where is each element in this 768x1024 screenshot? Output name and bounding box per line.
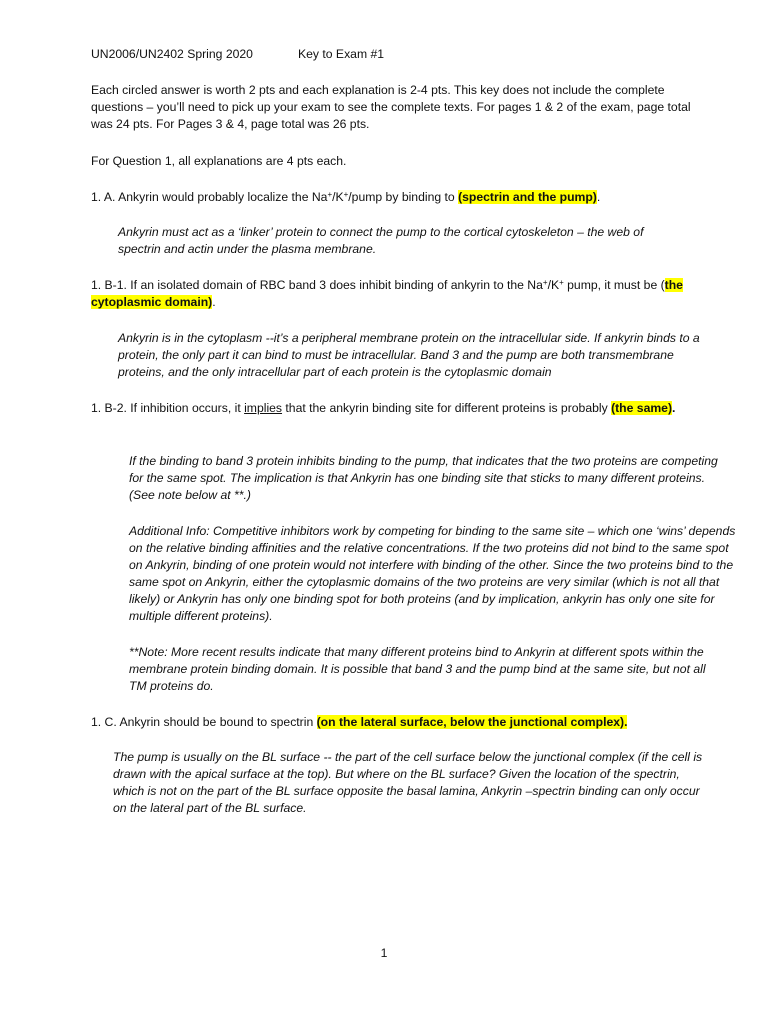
document-header (91, 46, 384, 63)
question-1a-answer: (spectrin and the pump) (458, 190, 597, 204)
question-1b2 (91, 400, 711, 417)
question-1b2-explanation: If the binding to band 3 protein inhibits binding to the pump, that indicates that the two proteins are competing for the same spot. The implication is that Ankyrin has one binding site that sticks to many different proteins. (See note below at **.) (129, 454, 718, 502)
question-1a-text-after: /pump by binding to (348, 190, 459, 204)
question-1b1-explanation: Ankyrin is in the cytoplasm --it’s a peripheral membrane protein on the intracellular side. If ankyrin binds to a protein, the only part it can bind to must be intracellular. Band 3 and the pump are both transmembrane proteins, and the only intracellular part of each protein is the cytoplasmic domain (118, 331, 700, 379)
question-1b2-underlined: implies (244, 401, 283, 415)
question-1b1 (91, 277, 711, 311)
question-1-note: For Question 1, all explanations are 4 pts each. (91, 154, 347, 168)
question-1a-text-mid: /K (332, 190, 344, 204)
question-1b2-footnote: **Note: More recent results indicate that many different proteins bind to Ankyrin at different spots within the membrane protein binding domain. It is possible that band 3 and the pump bind at the same site, but not all TM proteins do. (129, 645, 706, 693)
question-1c-text: 1. C. Ankyrin should be bound to spectrin (91, 715, 317, 729)
document-title: Key to Exam #1 (298, 47, 385, 61)
superscript-plus: + (327, 190, 333, 199)
superscript-plus: + (343, 190, 349, 199)
intro-paragraph: Each circled answer is worth 2 pts and each explanation is 2-4 pts. This key does not include the complete questions – you’ll need to pick up your exam to see the complete texts. For pages 1 & 2 of the exam, page total was 24 pts. For Pages 3 & 4, page total was 26 pts. (91, 83, 691, 131)
question-1c-answer: (on the lateral surface, below the junctional complex). (316, 715, 628, 729)
superscript-plus: + (542, 278, 548, 287)
question-1b2-text-after: that the ankyrin binding site for different proteins is probably (282, 401, 612, 415)
question-1a-explanation: Ankyrin must act as a ‘linker’ protein to connect the pump to the cortical cytoskeleton – the web of spectrin and actin under the plasma membrane. (118, 225, 644, 256)
page-number: 1 (380, 946, 388, 960)
question-1b1-text-mid: /K (547, 278, 560, 292)
question-1a-text: 1. A. Ankyrin would probably localize the Na (91, 190, 328, 204)
question-1c (91, 714, 731, 731)
question-1b1-text: 1. B-1. If an isolated domain of RBC band 3 does inhibit binding of ankyrin to the Na (91, 278, 543, 292)
question-1a (91, 189, 731, 206)
question-1b1-text-after: pump, it must be ( (563, 278, 665, 292)
question-1b2-end: . (672, 401, 676, 415)
question-1a-end: . (596, 190, 601, 204)
question-1b1-answer: the cytoplasmic domain) (91, 278, 683, 309)
question-1b2-additional-info: Additional Info: Competitive inhibitors work by competing for binding to the same site – which one ‘wins’ depends on the relative binding affinities and the relative concentrations. If the two proteins did not bind to the same spot on Ankyrin, binding of one protein would not interfere with binding of the other. Since the two proteins bind to the same spot on Ankyrin, either the cytoplasmic domains of the two proteins are very similar (which is not all that likely) or Ankyrin has only one binding spot for both proteins (and by implication, ankyrin has only one site for multiple different proteins). (129, 524, 736, 623)
question-1c-explanation: The pump is usually on the BL surface -- the part of the cell surface below the junctional complex (if the cell is drawn with the apical surface at the top). But where on the BL surface? Given the location of the spectrin, which is not on the part of the BL surface opposite the basal lamina, Ankyrin –spectrin binding can only occur on the lateral part of the BL surface. (113, 750, 703, 815)
question-1b2-answer: (the same) (611, 401, 673, 415)
course-code: UN2006/UN2402 Spring 2020 (91, 47, 253, 61)
question-1b2-text: 1. B-2. If inhibition occurs, it (91, 401, 245, 415)
superscript-plus: + (559, 278, 564, 287)
question-1b1-end: . (212, 295, 216, 309)
